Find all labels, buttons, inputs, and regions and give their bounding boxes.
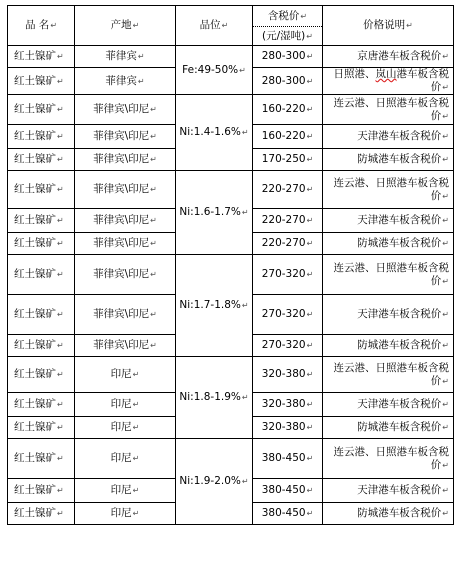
paragraph-mark: ↵	[442, 423, 449, 432]
product-name	[8, 125, 75, 149]
origin-cell	[75, 255, 176, 295]
paragraph-mark: ↵	[137, 76, 145, 86]
origin-cell-text: 印尼	[110, 452, 132, 464]
paragraph-mark: ↵	[57, 216, 64, 225]
note-text: 价	[430, 374, 442, 387]
grade-cell-text: Ni:1.4-1.6%	[179, 126, 241, 138]
note-text: 天津港车板含税价	[357, 398, 442, 410]
note-cell	[323, 171, 454, 209]
paragraph-mark: ↵	[442, 132, 449, 141]
product-name-text: 红土镍矿	[14, 214, 56, 226]
product-name-text: 红土镍矿	[14, 421, 56, 433]
note-text: 连云港、日照港车板含税	[333, 261, 449, 274]
paragraph-mark: ↵	[442, 52, 449, 61]
product-name	[8, 335, 75, 357]
paragraph-mark: ↵	[132, 454, 140, 463]
price-cell	[253, 233, 323, 255]
paragraph-mark: ↵	[57, 454, 64, 463]
paragraph-mark: ↵	[306, 185, 314, 194]
paragraph-mark: ↵	[150, 105, 157, 114]
paragraph-mark: ↵	[306, 270, 314, 279]
grade-cell	[176, 46, 253, 95]
paragraph-mark: ↵	[442, 486, 449, 495]
paragraph-mark: ↵	[306, 52, 314, 61]
product-name	[8, 295, 75, 335]
note-cell	[323, 295, 454, 335]
product-name-text: 红土镍矿	[14, 398, 56, 410]
table-row	[8, 255, 454, 295]
price-cell	[253, 503, 323, 525]
price-cell	[253, 335, 323, 357]
product-name-text: 红土镍矿	[14, 368, 56, 380]
paragraph-mark: ↵	[57, 423, 64, 432]
paragraph-mark: ↵	[57, 310, 64, 319]
grade-cell	[176, 171, 253, 255]
paragraph-mark: ↵	[150, 155, 157, 164]
paragraph-mark: ↵	[442, 400, 449, 409]
paragraph-mark: ↵	[306, 509, 314, 518]
note-text: 京唐港车板含税价	[357, 50, 442, 62]
paragraph-mark: ↵	[306, 423, 314, 432]
origin-cell	[75, 46, 176, 68]
note-cell	[323, 233, 454, 255]
header-row	[8, 6, 454, 27]
origin-cell-text: 菲律宾\印尼	[93, 214, 150, 226]
grade-cell	[176, 95, 253, 171]
paragraph-mark: ↵	[132, 486, 140, 495]
note-text: 价	[430, 189, 442, 202]
paragraph-mark: ↵	[442, 341, 449, 350]
grade-cell-text: Ni:1.9-2.0%	[179, 475, 241, 487]
product-name	[8, 417, 75, 439]
paragraph-mark: ↵	[241, 208, 249, 217]
price-cell-text: 320-380	[261, 368, 306, 380]
note-cell	[323, 503, 454, 525]
product-name-text: 红土镍矿	[14, 308, 56, 320]
price-cell	[253, 95, 323, 125]
paragraph-mark: ↵	[306, 155, 314, 164]
price-cell-text: 220-270	[261, 214, 306, 226]
paragraph-mark: ↵	[57, 270, 64, 279]
note-cell	[323, 335, 454, 357]
paragraph-mark: ↵	[241, 301, 249, 310]
note-cell	[323, 255, 454, 295]
price-cell-text: 160-220	[261, 103, 306, 115]
product-name	[8, 439, 75, 479]
paragraph-mark: ↵	[57, 239, 64, 248]
paragraph-mark: ↵	[57, 341, 64, 350]
product-name	[8, 171, 75, 209]
price-cell-text: 380-450	[261, 452, 306, 464]
paragraph-mark: ↵	[132, 423, 140, 432]
paragraph-mark: ↵	[442, 276, 449, 286]
price-cell-text: 160-220	[261, 130, 306, 142]
note-text: 防城港车板含税价	[357, 153, 442, 165]
product-name	[8, 68, 75, 95]
note-text: 防城港车板含税价	[357, 339, 442, 351]
paragraph-mark: ↵	[306, 486, 314, 495]
grade-cell-text: Ni:1.6-1.7%	[179, 206, 241, 218]
product-name-text: 红土镍矿	[14, 50, 56, 62]
note-cell	[323, 357, 454, 393]
product-name	[8, 479, 75, 503]
price-cell	[253, 295, 323, 335]
origin-cell-text: 菲律宾\印尼	[93, 130, 150, 142]
origin-cell	[75, 295, 176, 335]
product-name-text: 红土镍矿	[14, 268, 56, 280]
paragraph-mark: ↵	[132, 370, 140, 379]
price-cell-text: 170-250	[261, 153, 306, 165]
grade-cell-text: Ni:1.7-1.8%	[179, 299, 241, 311]
paragraph-mark: ↵	[241, 128, 249, 137]
product-name	[8, 503, 75, 525]
grade-cell	[176, 439, 253, 525]
price-cell-text: 320-380	[261, 398, 306, 410]
paragraph-mark: ↵	[150, 341, 157, 350]
product-name	[8, 149, 75, 171]
note-text: 日照港、	[333, 68, 376, 80]
paragraph-mark: ↵	[306, 76, 314, 86]
note-cell	[323, 95, 454, 125]
table-row	[8, 439, 454, 479]
paragraph-mark: ↵	[442, 376, 449, 386]
header-note: 价格说明↵	[323, 6, 454, 46]
note-text: 岚山	[375, 68, 397, 80]
paragraph-mark: ↵	[150, 270, 157, 279]
origin-cell-text: 菲律宾\印尼	[93, 339, 150, 351]
price-cell	[253, 125, 323, 149]
paragraph-mark: ↵	[306, 341, 314, 350]
paragraph-mark: ↵	[57, 105, 64, 114]
note-text: 连云港、日照港车板含税	[333, 445, 449, 458]
note-cell	[323, 479, 454, 503]
paragraph-mark: ↵	[57, 486, 64, 495]
table-row	[8, 171, 454, 209]
paragraph-mark: ↵	[57, 132, 64, 141]
origin-cell	[75, 125, 176, 149]
paragraph-mark: ↵	[137, 52, 145, 61]
origin-cell-text: 菲律宾\印尼	[93, 237, 150, 249]
paragraph-mark: ↵	[241, 393, 249, 402]
origin-cell-text: 菲律宾\印尼	[93, 308, 150, 320]
note-text: 防城港车板含税价	[357, 421, 442, 433]
paragraph-mark: ↵	[442, 310, 449, 319]
origin-cell	[75, 149, 176, 171]
origin-cell	[75, 68, 176, 95]
origin-cell-text: 菲律宾	[105, 50, 137, 62]
origin-cell-text: 印尼	[110, 421, 132, 433]
paragraph-mark: ↵	[306, 239, 314, 248]
price-cell-text: 380-450	[261, 507, 306, 519]
origin-cell	[75, 357, 176, 393]
product-name	[8, 357, 75, 393]
price-table	[7, 5, 454, 525]
paragraph-mark: ↵	[306, 310, 314, 319]
origin-cell	[75, 95, 176, 125]
grade-cell-text: Ni:1.8-1.9%	[179, 391, 241, 403]
paragraph-mark: ↵	[306, 132, 314, 141]
price-cell-text: 380-450	[261, 484, 306, 496]
origin-cell	[75, 233, 176, 255]
origin-cell	[75, 417, 176, 439]
paragraph-mark: ↵	[57, 400, 64, 409]
paragraph-mark: ↵	[442, 155, 449, 164]
price-cell	[253, 149, 323, 171]
note-cell	[323, 149, 454, 171]
paragraph-mark: ↵	[132, 509, 140, 518]
paragraph-mark: ↵	[442, 239, 449, 248]
paragraph-mark: ↵	[306, 216, 314, 225]
product-name-text: 红土镍矿	[14, 103, 56, 115]
price-cell-text: 320-380	[261, 421, 306, 433]
price-cell	[253, 68, 323, 95]
paragraph-mark: ↵	[150, 185, 157, 194]
header-name: 品 名↵	[8, 6, 75, 46]
origin-cell-text: 菲律宾	[105, 74, 137, 87]
product-name-text: 红土镍矿	[14, 507, 56, 519]
paragraph-mark: ↵	[57, 76, 64, 86]
price-cell-text: 220-270	[261, 237, 306, 249]
header-price-unit: (元/湿吨)↵	[253, 27, 323, 46]
note-cell	[323, 439, 454, 479]
note-text: 天津港车板含税价	[357, 308, 442, 320]
table-body	[8, 46, 454, 525]
note-cell	[323, 417, 454, 439]
origin-cell-text: 印尼	[110, 507, 132, 519]
paragraph-mark: ↵	[150, 239, 157, 248]
note-text: 港车板含税价	[396, 68, 449, 93]
product-name-text: 红土镍矿	[14, 74, 56, 87]
price-cell	[253, 417, 323, 439]
paragraph-mark: ↵	[306, 454, 314, 463]
paragraph-mark: ↵	[442, 216, 449, 225]
note-cell	[323, 46, 454, 68]
product-name	[8, 209, 75, 233]
price-cell	[253, 46, 323, 68]
origin-cell	[75, 503, 176, 525]
product-name-text: 红土镍矿	[14, 130, 56, 142]
origin-cell	[75, 171, 176, 209]
paragraph-mark: ↵	[442, 509, 449, 518]
grade-cell	[176, 255, 253, 357]
note-cell	[323, 68, 454, 95]
paragraph-mark: ↵	[241, 477, 249, 486]
origin-cell-text: 菲律宾\印尼	[93, 268, 150, 280]
table-row	[8, 46, 454, 68]
paragraph-mark: ↵	[132, 400, 140, 409]
header-grade: 品位↵	[176, 6, 253, 46]
price-cell-text: 270-320	[261, 268, 306, 280]
product-name-text: 红土镍矿	[14, 237, 56, 249]
grade-cell-text: Fe:49-50%	[182, 63, 239, 76]
note-text: 连云港、日照港车板含税	[333, 361, 449, 374]
origin-cell	[75, 439, 176, 479]
paragraph-mark: ↵	[57, 155, 64, 164]
price-cell	[253, 357, 323, 393]
product-name	[8, 95, 75, 125]
note-text: 价	[430, 458, 442, 471]
note-cell	[323, 393, 454, 417]
paragraph-mark: ↵	[239, 65, 246, 75]
product-name	[8, 233, 75, 255]
price-cell	[253, 479, 323, 503]
origin-cell	[75, 335, 176, 357]
header-price: 含税价↵	[253, 6, 323, 27]
price-cell-text: 270-320	[261, 339, 306, 351]
price-cell	[253, 393, 323, 417]
note-text: 防城港车板含税价	[357, 507, 442, 519]
origin-cell-text: 印尼	[110, 398, 132, 410]
paragraph-mark: ↵	[150, 132, 157, 141]
origin-cell-text: 印尼	[110, 484, 132, 496]
paragraph-mark: ↵	[306, 105, 314, 114]
note-text: 连云港、日照港车板含税价	[333, 96, 449, 122]
origin-cell-text: 菲律宾\印尼	[93, 103, 150, 115]
note-text: 天津港车板含税价	[357, 484, 442, 496]
paragraph-mark: ↵	[442, 83, 449, 92]
note-text: 天津港车板含税价	[357, 214, 442, 226]
paragraph-mark: ↵	[442, 111, 449, 121]
paragraph-mark: ↵	[150, 310, 157, 319]
header-origin: 产地↵	[75, 6, 176, 46]
price-cell-text: 280-300	[261, 74, 306, 87]
product-name-text: 红土镍矿	[14, 153, 56, 165]
product-name-text: 红土镍矿	[14, 452, 56, 464]
paragraph-mark: ↵	[57, 509, 64, 518]
note-text: 天津港车板含税价	[357, 130, 442, 142]
price-cell	[253, 439, 323, 479]
price-cell-text: 270-320	[261, 308, 306, 320]
price-cell	[253, 171, 323, 209]
paragraph-mark: ↵	[57, 52, 64, 61]
paragraph-mark: ↵	[57, 185, 64, 194]
paragraph-mark: ↵	[306, 370, 314, 379]
note-text: 防城港车板含税价	[357, 237, 442, 249]
note-text: 价	[430, 274, 442, 287]
origin-cell	[75, 393, 176, 417]
paragraph-mark: ↵	[442, 460, 449, 470]
product-name	[8, 46, 75, 68]
price-cell-text: 220-270	[261, 183, 306, 195]
price-cell	[253, 255, 323, 295]
paragraph-mark: ↵	[57, 370, 64, 379]
note-cell	[323, 125, 454, 149]
note-cell	[323, 209, 454, 233]
paragraph-mark: ↵	[150, 216, 157, 225]
origin-cell-text: 印尼	[110, 368, 132, 380]
grade-cell	[176, 357, 253, 439]
note-text: 连云港、日照港车板含税	[333, 176, 449, 189]
price-cell	[253, 209, 323, 233]
product-name-text: 红土镍矿	[14, 484, 56, 496]
product-name-text: 红土镍矿	[14, 183, 56, 195]
paragraph-mark: ↵	[306, 400, 314, 409]
product-name	[8, 393, 75, 417]
origin-cell	[75, 479, 176, 503]
product-name-text: 红土镍矿	[14, 339, 56, 351]
origin-cell	[75, 209, 176, 233]
price-cell-text: 280-300	[261, 50, 306, 62]
paragraph-mark: ↵	[442, 191, 449, 201]
table-row	[8, 95, 454, 125]
origin-cell-text: 菲律宾\印尼	[93, 183, 150, 195]
origin-cell-text: 菲律宾\印尼	[93, 153, 150, 165]
table-row	[8, 357, 454, 393]
product-name	[8, 255, 75, 295]
